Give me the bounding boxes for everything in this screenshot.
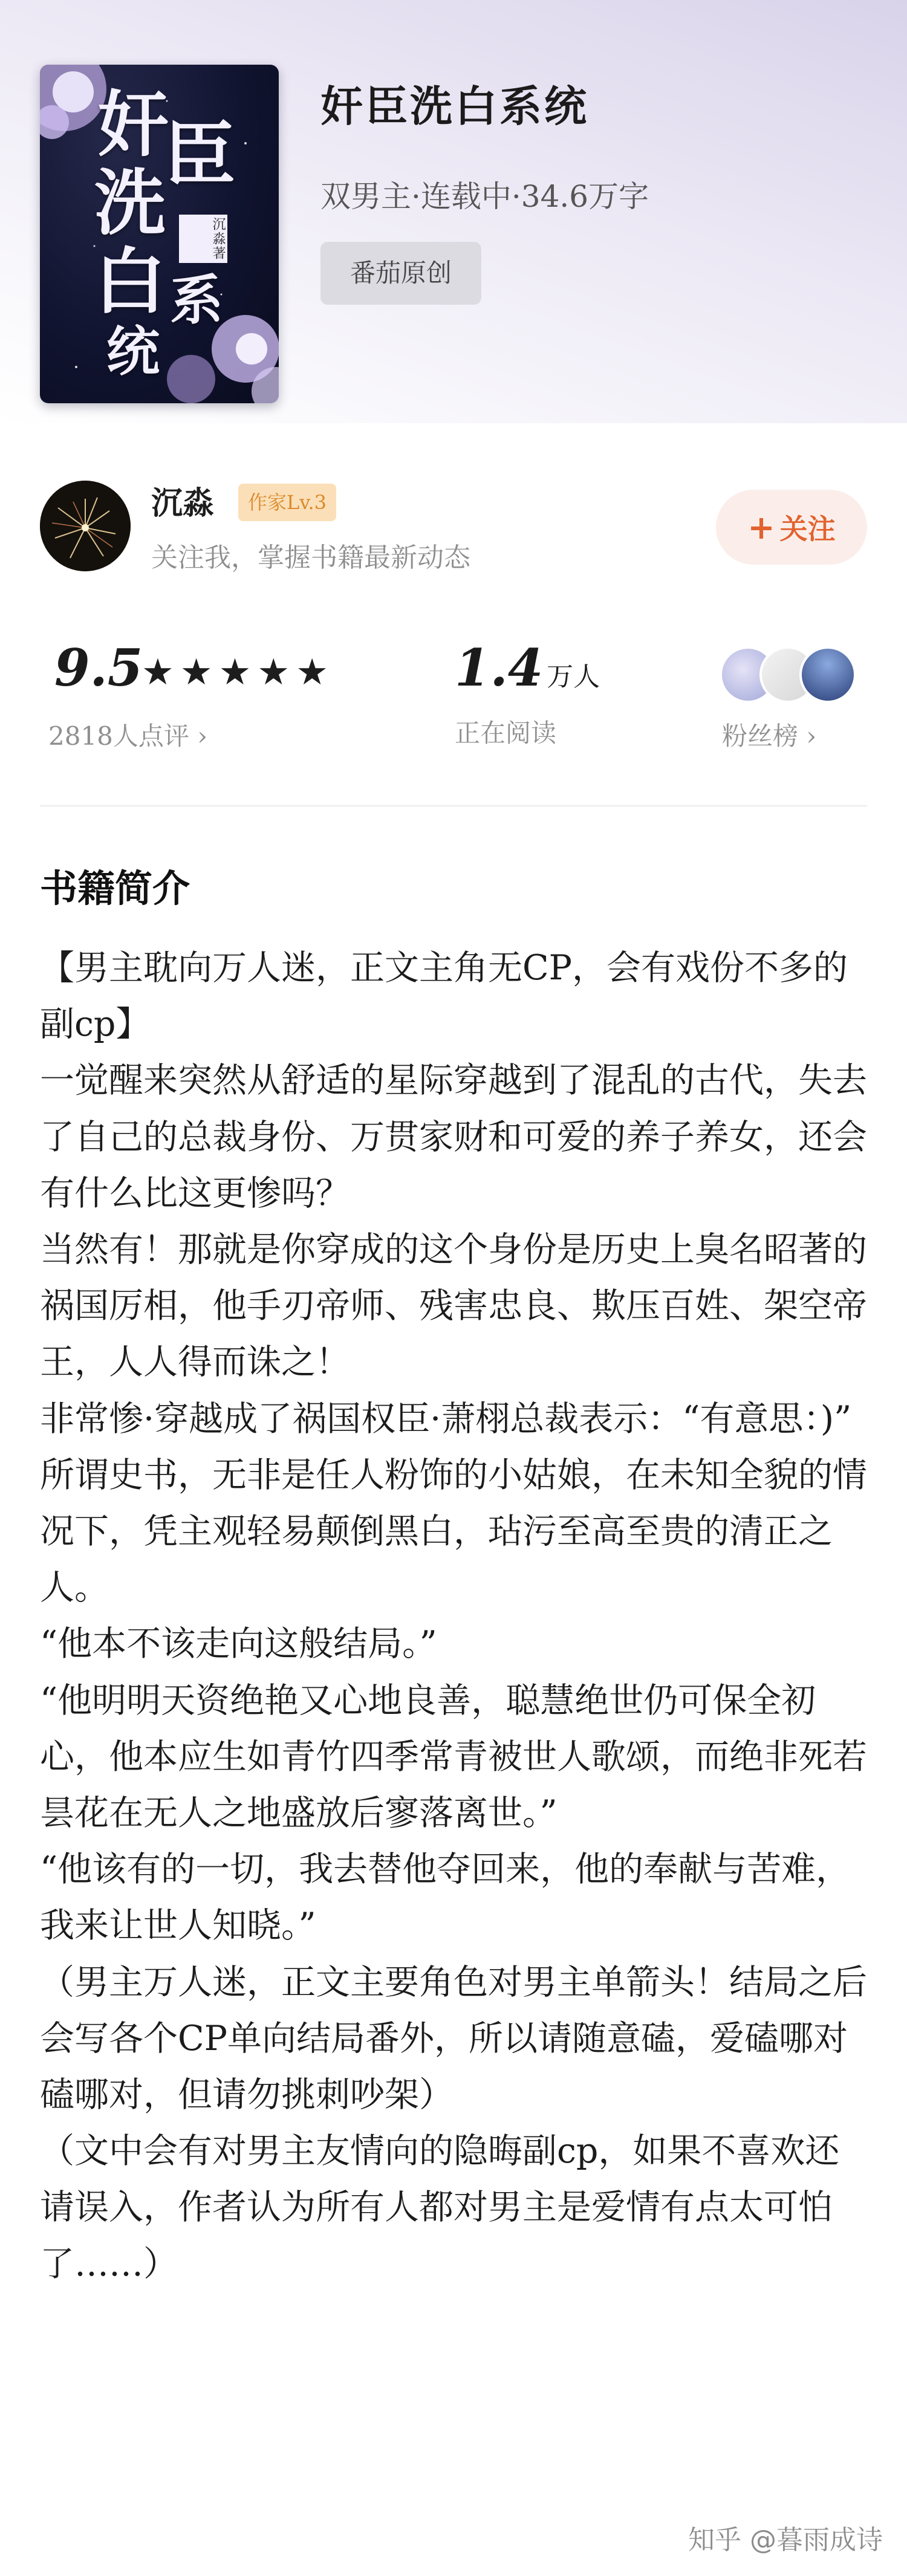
intro-paragraph: （文中会有对男主友情向的隐晦副cp，如果不喜欢还请误入，作者认为所有人都对男主是爱情有点太可怕了……） <box>40 2131 840 2284</box>
fireworks-image <box>40 481 131 571</box>
intro-heading: 书籍简介 <box>40 866 190 910</box>
rating-score: 9.5 <box>54 638 143 698</box>
review-count-link[interactable]: 2818人点评 › <box>48 721 208 751</box>
fan-ranking-link[interactable]: 粉丝榜 › <box>722 721 817 751</box>
cover-title-char: 奸 <box>97 82 169 166</box>
follow-button[interactable] <box>716 490 867 565</box>
intro-text <box>40 940 868 2292</box>
star-icon: ★ <box>180 651 213 693</box>
intro-paragraph: 一觉醒来突然从舒适的星际穿越到了混乱的古代，失去了自己的总裁身份、万贯家财和可爱的养子养女，还会有什么比这更惨吗？ <box>40 1060 867 1213</box>
cover-title-char: 白 <box>94 239 166 323</box>
intro-paragraph: “他明明天资绝艳又心地良善，聪慧绝世仍可保全初心，他本应生如青竹四季常青被世人歌颂，而绝非死若昙花在无人之地盛放后寥落离世。” <box>40 1680 867 1834</box>
star-icon: ★ <box>141 651 174 693</box>
rating-stars <box>141 651 328 693</box>
star-icon: ★ <box>218 651 252 693</box>
watermark: 知乎 @暮雨成诗 <box>688 2525 883 2555</box>
cover-author-label: 沉淼著 <box>179 215 227 263</box>
author-name[interactable]: 沉淼 <box>151 485 215 522</box>
book-cover[interactable] <box>40 65 279 403</box>
fan-avatar <box>799 646 856 703</box>
author-avatar[interactable] <box>40 481 131 571</box>
cover-title-char: 系 <box>170 268 224 331</box>
intro-paragraph: （男主万人迷，正文主要角色对男主单箭头！结局之后会写各个CP单向结局番外，所以请随意磕，爱磕哪对磕哪对，但请勿挑刺吵架） <box>40 1962 867 2115</box>
intro-paragraph: 非常惨·穿越成了祸国权臣·萧栩总裁表示：“有意思：)” <box>40 1398 852 1439</box>
readers-stat <box>455 638 600 698</box>
intro-paragraph: “他本不该走向这般结局。” <box>40 1624 437 1664</box>
cover-title-char: 洗 <box>94 161 166 245</box>
readers-label: 正在阅读 <box>455 718 557 748</box>
star-icon: ★ <box>257 651 290 693</box>
follow-label: 关注 <box>779 513 836 545</box>
readers-unit: 万人 <box>547 661 600 692</box>
star-icon: ★ <box>296 651 328 693</box>
author-level-badge: 作家Lv.3 <box>238 484 336 521</box>
cover-title-char: 臣 <box>164 112 236 196</box>
intro-paragraph: 当然有！那就是你穿成的这个身份是历史上臭名昭著的祸国厉相，他手刃帝师、残害忠良、欺压百姓、架空帝王，人人得而诛之！ <box>40 1230 867 1383</box>
divider <box>40 805 867 806</box>
book-title: 奸臣洗白系统 <box>320 81 589 131</box>
intro-paragraph: 所谓史书，无非是任人粉饰的小姑娘，在未知全貌的情况下，凭主观轻易颠倒黑白，玷污至高至贵的清正之人。 <box>40 1455 867 1608</box>
readers-value: 1.4 <box>455 638 544 698</box>
cover-title-char: 统 <box>106 320 160 383</box>
book-tag[interactable]: 番茄原创 <box>320 242 481 305</box>
fan-avatars[interactable] <box>720 644 859 704</box>
author-follow-hint: 关注我，掌握书籍最新动态 <box>151 542 470 573</box>
intro-paragraph: “他该有的一切，我去替他夺回来，他的奉献与苦难，我来让世人知晓。” <box>40 1849 851 1946</box>
plus-icon: + <box>747 508 775 547</box>
book-meta: 双男主·连载中·34.6万字 <box>320 179 649 214</box>
intro-paragraph: 【男主耽向万人迷，正文主角无CP，会有戏份不多的副cp】 <box>40 948 848 1045</box>
